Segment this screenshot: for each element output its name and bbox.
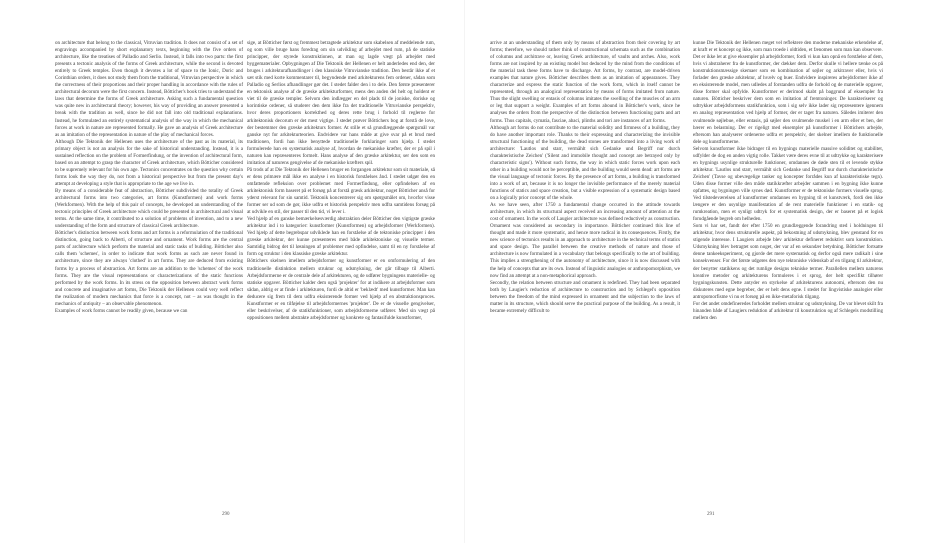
paragraph: Secondly, the relation between structure and ornament is redefined. They had been separated both by Laugier's reduction of architecture to construction and by Schlegel's opposition between the freedom of the mind expressed in ornament and the subjection to the laws of matter in its structure, which should serve the practical purpose of the building. As a result, it became extremely difficult to <box>490 279 680 314</box>
paragraph: As we have seen, after 1750 a fundamental change occurred in the attitude towards architecture, in which its structural aspect received an increasing amount of attention at the cost of ornament. In the work of Laugier architecture was defined reductively as construction. Ornament was considered as secondary in importance. Bötticher continued this line of thought and made it more systematic, and hence more radical in its consequences. Firstly, the new science of tectonics results in an approach to architecture in the technical terms of statics and space design. The parallel between the creative methods of nature and those of architecture is now formulated in a vocabulary that belongs specifically to the art of building. This implies a strengthening of the autonomy of architecture, since it is now discussed with the help of concepts that are its own. Instead of linguistic analogies or anthropomorphism, we now find an attempt at a non-metaphorical approach. <box>490 202 680 279</box>
paragraph: kunne Die Tektonik der Hellenen meget vel reflektere den moderne mekaniske erkendelse af, at kraft er et koncept og ikke, som man troede i oldtiden, et fænomen som man kan observere. <box>693 40 883 54</box>
right-page <box>465 0 930 543</box>
english-text-column <box>490 40 680 315</box>
danish-text-column <box>693 40 883 322</box>
paragraph: on architecture that belong to the classical, Vitruvian tradition. It does not consist of a set of engravings accompanied by short explanatory texts, beginning with the five orders of architecture, like the treatises of Palladio and Serlio. Instead, it falls into two parts: the first presents a tectonic analysis of the forms of Greek architecture, while the second is devoted entirely to Greek temples. Even though it devotes a lot of space to the Ionic, Doric and Corinthian orders, it does not study them from the traditional, Vitruvian perspective in which the correctness of their proportions and their proper handling in accordance with the rules of architectural decorum were the first concern. Instead, Bötticher's book tries to understand the laws that determine the forms of Greek architecture. Asking such a fundamental question was quite new in architectural theory; however, his way of providing an answer presented a break with the tradition as well, since he did not fall into old traditional explanations. Instead, he formulated an entirely systematical analysis of the way in which the mechanical forces at work in nature are represented formally. He gave an analysis of Greek architecture as an imitation of the representation in nature of the play of mechanical forces. <box>55 40 243 138</box>
paragraph: Although art forms do not contribute to the material solidity and firmness of a building, they do have another important role. Thanks to their expressing and characterizing the invisible structural functioning of the building, the dead stones are transformed into a living work of architecture: 'Lautlos und starr, vermählt sich Gedanke und Begriff nur durch charakteristische Zeichen' ('Silent and immobile thought and concept are betrayed only by characteristic signs'). Without such forms, the way in which static forces work upon each other in a building would not be perceptible, and the building would seem dead: art forms are the visual language of tectonic forces. By the presence of art forms, a building is transformed into a work of art, because it is no longer the invisible performance of the merely material functions of statics and space creation, but a visible expression of a systematic design based on a logically prior concept of the whole. <box>490 124 680 202</box>
paragraph: arrive at an understanding of them only by means of abstraction from their covering by art forms; therefore, we should rather think of constructional schemata such as the combination of columns and architrave or, leaving Greek architecture, of vaults and arches. Also, work forms are not inspired by an existing model but deduced by the mind from the conditions of the material task these forms have to discharge. Art forms, by contrast, are model-driven examples that nature gives. Bötticher describes them as an imitation of appearances. They characterize and express the static function of the work form, which in itself cannot be represented, through an analogical representation by means of forms imitated from nature. Thus the slight swelling or entasis of columns imitates the swelling of the muscles of an arm or leg that support a weight. Examples of art forms abound in Bötticher's work, since he analyses the orders from the perspective of the distinction between functioning parts and art forms. Thus capitals, cymatia, fasciae, abaci, plinths and tori are instances of art forms. <box>490 40 680 124</box>
paragraph: Det er ikke let at give eksempler på arbejdsformer, fordi vi kun kan opnå en forståelse af dem, hvis vi abstraherer fra de kunstformer, der dækker dem. Derfor skulle vi hellere tænke os på konstruktionsmæssige skemaer som en kombination af søjler og arkitraver eller, hvis vi forlader den græske arkitektur, af hvælv og buer. Endvidere inspireres arbejdsformer ikke af en eksisterende model, men udledes af forstanden udfra de forhold og de materielle opgaver, disse former skal opfylde. Kunstformer er derimod skabt på baggrund af eksempler fra naturen. Bötticher beskriver dem som en imitation af fremtoninger. De karakteriserer og udtrykker arbejdsformens statikfunktion, som i sig selv ikke lader sig repræsentere igennem en analog repræsentation ved hjælp af former, der er taget fra naturen. Således imiterer den svulmende søjlebue, eller entasis, på søjler den svulmende muskel i en arm eller et ben, der bærer en belastning. Der er rigeligt med eksempler på kunstformer i Böttichers arbejde, eftersom han analyserer ordenerne udfra et perspektiv, der skelner imellem de funktionelle dele og kunstformerne. <box>693 54 883 145</box>
paragraph: For det andet omdefineredes forholdet mellem struktur og udsmykning. De var blevet skilt fra hinanden både af Laugiers reduktion af arkitektur til konstruktion og af Schlegels modstilling mellem den <box>693 300 883 321</box>
paragraph: På trods af at Die Tektonik der Hellenen bruger en forgangen arkitektur som sit materiale, så er dens primære mål ikke en analyse i en historisk forståelses ånd. I stedet udgør den en omfattende refleksion over problemet med Formerfindung, eller opfindelsen af en arkitektonisk form baseret på et forsøg på at forstå græsk arkitektur, noget Bötticher anså for yderst relevant for sin samtid. Tektonik koncentrerer sig om spørgsmålet om, hvorfor visse former ser ud som de gør, ikke udfra et historisk perspektiv men udfra samtidens forsøg på at udvikle en stil, der passer til den tid, vi lever i. <box>247 166 435 216</box>
paragraph: By means of a considerable feat of abstraction, Bötticher subdivided the totality of Greek architectural forms into two categories, art forms (Kunstformen) and work forms (Werkformen). With the help of this pair of concepts, he developed an understanding of the tectonic principles of Greek architecture which could be presented in architectural and visual terms. At the same time, it contributed to a solution of problems of invention, and to a new understanding of the form and structure of classical Greek architecture. <box>55 187 243 230</box>
page-number: 290 <box>222 512 230 517</box>
paragraph: Som vi har set, fandt der efter 1750 en grundlæggende forandring sted i holdningen til arkitektur, hvor dens strukturelle aspekt, på bekostning af udsmykning, blev genstand for en stigende interesse. I Laugiers arbejde blev arkitektur defineret reduktivt som konstruktion. Udsmykning blev betragtet som noget, der var af en sekundær betydning. Bötticher fortsatte denne tankeeksperiment, og gjorde det mere systematisk og derfor også mere radikalt i sine konsekvenser. For det første udgøres den nye tektoniske videnskab af en tilgang til arkitektur, der benytter statikkens og det rumlige designs tekniske termer. Parallellen mellem naturens kreative metoder og arkitekturens formuleres i et sprog, der helt specifikt tilhører bygningskunsten. Dette antyder en styrkelse af arkitekturens autonomi, eftersom den nu diskuteres med egne begreber, der er helt dens egne. I stedet for lingvistiske analogier eller antropomorfisme vi nu et forsøg på en ikke-metaforisk tilgang. <box>693 223 883 300</box>
paragraph: Ved hjælp af en ganske bemærkelsesværdig abstraktion deler Bötticher den vigtigste græske arkitektur ind i to kategorier: kunstformer (Kunstformen) og arbejdsformer (Werkformen). Ved hjælp af dette begrebspar udviklede han en forståelse af de tektoniske principper i den græske arkitektur, der kunne præsenteres med både arkitektoniske og visuelle termer. Samtidig bidrog det til løsningen af problemer med opfindelse, samt til en ny forståelse af form og struktur i den klassiske græske arkitektur. <box>247 216 435 258</box>
paragraph: Although Die Tektonik der Hellenen uses the architecture of the past as its material, its primary object is not an analysis for the sake of historical understanding. Instead, it is a sustained reflection on the problem of Formerfindung, or the invention of architectural form, based on an attempt to grasp the character of Greek architecture, which Bötticher considered to be supremely relevant for his own age. Tectonics concentrates on the question why certain forms look the way they do, not from a historical perspective but from the present day's attempt at developing a style that is appropriate to the age we live in. <box>55 138 243 187</box>
paragraph: Selvom kunstformer ikke bidrager til en bygnings materielle massive soliditet og stabilitet, udfylder de dog en anden vigtig rolle. Takket være deres evne til at udtrykke og karakterisere en bygnings usynlige strukturelle funktioner, omdannes de døde sten til et levende stykke arkitektur. 'Lautlos und starr, vermählt sich Gedanke und Begriff nur durch charakteristische Zeichen' (Tavse og ubevægelige tanker og koncepter forrådes kun af karakteristiske tegn). Uden disse former ville den måde statikkræfter arbejder sammen i en bygning ikke kunne opfattes, og bygningen ville synes død. Kunstformer er de tektoniske formers visuelle sprog. Ved tilstedeværelsen af kunstformer omdannes en bygning til et kunstværk, fordi den ikke længere er den usynlige manifestation af de rent materielle funktioner i en statik- og rumkreation, men et synligt udtryk for et systematisk design, der er baseret på et logisk forudgående begreb om helheden. <box>693 145 883 223</box>
paragraph: Examples of work forms cannot be readily given, because we can <box>55 307 188 314</box>
paragraph: sige, at Bötticher først og fremmest betragtede arkitektur som skabelsen af meddelende rum, og som ville bruge hans foredrag om sin udvikling af arbejdet med rum, på de statiske principper, der styrede konstruktionen, at man og lagde vægt på arbejdet med byggematerialer. Opbygningen af Die Tektonik der Hellenen er helt anderledes end den, der bruges i arkitekturafhandlinger i den klassiske Vitruvianske tradition. Den består ikke af et sæt stik med korte kommentarer til, begyndende med arkitekturens fem ordener, sådan som Palladio og Serlios afhandlinger gør det. I stedet falder den i to dele. Den første præsenterer en tektonisk analyse af de græske arkitekturformer, mens den anden del helt og holdent er viet til de græske templer. Selvom den indlægger en del plads til de joniske, doriske og korintiske ordener, så studerer den dem ikke fra det traditionelle Vitruvianske perspektiv, hvor deres proportioners korrekthed og deres rette brug i forhold til reglerne for arkitektonisk decorum er det mest vigtige. I stedet prøver Böttichers bog at forstå de love, der bestemmer den græske arkitekturs former. At stille et så grundlæggende spørgsmål var ganske nyt for arkitekturteorien. Endvidere var hans måde at give svar på et brud med traditionen, fordi han ikke benyttede traditionelle forklaringer som hjælp. I stedet formulerede han en systematisk analyse af, hvordan de mekaniske kræfter, der er på spil i naturen kan repræsenteres formelt. Hans analyse af den græske arkitektur, ser den som en imitation af naturens gengivelse af de mekaniske kræfters spil. <box>247 40 435 166</box>
paragraph: Böttichers skelnen imellem arbejdsformer og kunstformer er en omformulering af den traditionelle distinktion mellem struktur og udsmykning, der går tilbage til Alberti. Arbejdsformerne er de centrale dele af arkitekturen, og de udfører bygningens materielle- og statiske opgaver. Bötticher kalder dem også 'projekter' for at indikere at arbejdsformer som sådan, aldrig er at finde i arkitekturen, fordi de altid er 'beklædt' med kunstformer. Man kan deducere sig frem til dem udfra eksisterende former ved hjælp af en abstraktionsproces. Kunstformer er en tilføjelse til arbejdsformernes 'projekter'. De er de visuelle gengivelser, eller beskrivelser, af de statikfunktioner, som arbejdsformerne udfører. Med sin vægt på oppositionen mellem abstrakte arbejdsformer og konkrete og fantasifulde kunstformer, <box>247 258 435 321</box>
page-number: 291 <box>707 512 715 517</box>
english-text-column <box>55 40 243 315</box>
danish-text-column <box>247 40 435 322</box>
paragraph: Bötticher's distinction between work forms and art forms is a reformulation of the traditional distinction, going back to Alberti, of structure and ornament. Work forms are the central parts of architecture which perform the material and static tasks of building. Bötticher also calls them 'schemes', in order to indicate that work forms as such are never found in architecture, since they are always 'clothed' in art forms. They are deduced from existing forms by a process of abstraction. Art forms are an addition to the 'schemes' of the work forms. They are the visual representations or characterizations of the static functions performed by the work forms. In its stress on the opposition between abstract work forms and concrete and imaginative art forms, Die Tektonik der Hellenen could very well reflect the realization of modern mechanics that force is a concept, not – as was thought in the mechanics of antiquity – an observable phenomenon. <box>55 230 243 307</box>
